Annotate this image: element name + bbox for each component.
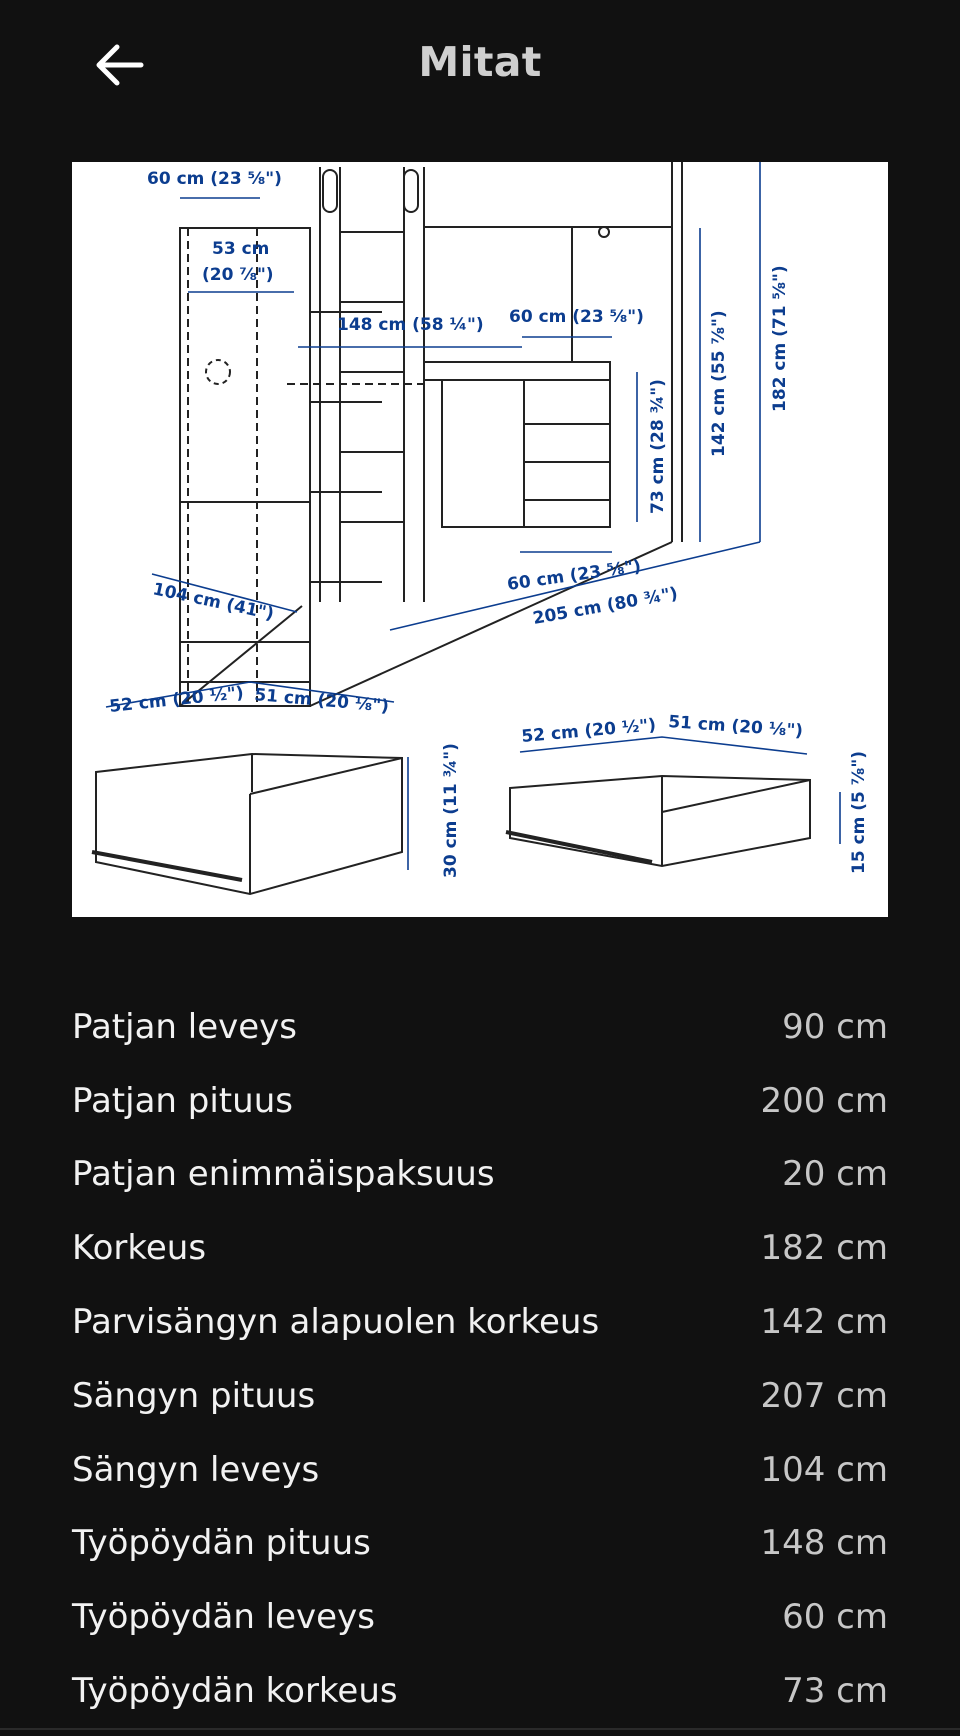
spec-label: Parvisängyn alapuolen korkeus bbox=[72, 1302, 600, 1343]
dimension-list bbox=[72, 990, 888, 1728]
dim-desk-depth: 60 cm (23 ⅝") bbox=[509, 307, 644, 327]
spec-label: Sängyn leveys bbox=[72, 1449, 320, 1490]
spec-value: 200 cm bbox=[760, 1080, 888, 1121]
spec-value: 90 cm bbox=[782, 1006, 888, 1047]
spec-value: 73 cm bbox=[782, 1671, 888, 1712]
spec-value: 207 cm bbox=[760, 1375, 888, 1416]
spec-row bbox=[72, 1285, 888, 1359]
dim-desk-base-depth: 60 cm (23 ⅝") bbox=[505, 556, 643, 595]
top-bar bbox=[0, 0, 960, 135]
dimension-diagram bbox=[72, 162, 888, 917]
divider bbox=[0, 1728, 960, 1730]
dim-bed-length: 205 cm (80 ¾") bbox=[531, 583, 680, 629]
spec-value: 148 cm bbox=[760, 1523, 888, 1564]
dim-inner-width-in: (20 ⅞") bbox=[202, 265, 274, 285]
dim-drawer1-height: 30 cm (11 ¾") bbox=[441, 743, 461, 878]
spec-row bbox=[72, 1580, 888, 1654]
spec-label: Sängyn pituus bbox=[72, 1375, 316, 1416]
dim-total-height: 182 cm (71 ⅝") bbox=[770, 265, 790, 412]
dim-desk-height: 73 cm (28 ¾") bbox=[648, 379, 668, 514]
spec-row bbox=[72, 1433, 888, 1507]
dim-inner-width-cm: 53 cm bbox=[212, 239, 270, 259]
dim-drawer2-width: 52 cm (20 ½") bbox=[520, 715, 657, 747]
dim-bed-width: 104 cm (41") bbox=[150, 579, 276, 625]
spec-value: 104 cm bbox=[760, 1449, 888, 1490]
dim-drawer2-depth: 51 cm (20 ⅛") bbox=[667, 712, 804, 742]
spec-label: Patjan leveys bbox=[72, 1006, 298, 1047]
spec-row bbox=[72, 1507, 888, 1581]
dimension-drawing bbox=[72, 162, 888, 917]
spec-row bbox=[72, 990, 888, 1064]
spec-value: 60 cm bbox=[782, 1597, 888, 1638]
dim-under-height: 142 cm (55 ⅞") bbox=[709, 310, 729, 457]
spec-label: Työpöydän korkeus bbox=[72, 1671, 398, 1712]
dim-drawer2-height: 15 cm (5 ⅞") bbox=[849, 750, 869, 874]
spec-value: 142 cm bbox=[760, 1302, 888, 1343]
spec-row bbox=[72, 1138, 888, 1212]
spec-row bbox=[72, 1654, 888, 1728]
spec-row bbox=[72, 1359, 888, 1433]
dim-top-width: 60 cm (23 ⅝") bbox=[147, 169, 282, 189]
spec-label: Työpöydän leveys bbox=[72, 1597, 375, 1638]
spec-value: 182 cm bbox=[760, 1228, 888, 1269]
dim-drawer1-width: 52 cm (20 ½") bbox=[108, 682, 245, 717]
dim-drawer1-depth: 51 cm (20 ⅛") bbox=[253, 685, 390, 717]
spec-row bbox=[72, 1064, 888, 1138]
spec-label: Korkeus bbox=[72, 1228, 207, 1269]
spec-label: Työpöydän pituus bbox=[72, 1523, 371, 1564]
spec-row bbox=[72, 1211, 888, 1285]
spec-label: Patjan pituus bbox=[72, 1080, 293, 1121]
dim-desk-length: 148 cm (58 ¼") bbox=[337, 315, 484, 335]
spec-value: 20 cm bbox=[782, 1154, 888, 1195]
spec-label: Patjan enimmäispaksuus bbox=[72, 1154, 495, 1195]
page-title: Mitat bbox=[418, 38, 542, 86]
